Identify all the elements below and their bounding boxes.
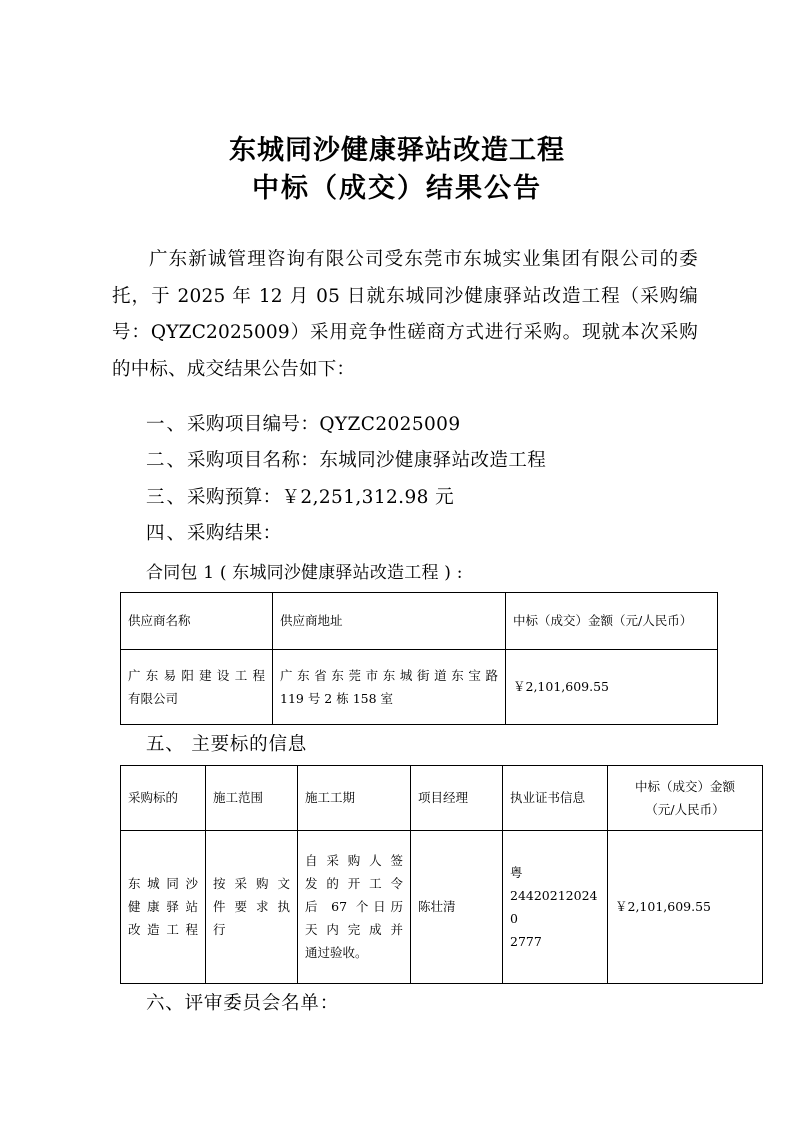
document-body [0,242,794,1022]
certificate-line-1: 粤 [510,864,523,880]
certificate-line-2: 244202120240 [510,887,598,926]
duration-line-4: 天内完成并 [305,922,403,937]
section-item-4 [112,516,698,553]
col-header-award-amount: 中标（成交）金额（元/人民币） [506,592,718,649]
col-header-amount [608,765,763,830]
budget-amount: ￥2,251,312.98 元 [281,486,454,508]
col-header-subject: 采购标的 [121,765,206,830]
section-value-1: QYZC2025009 [319,413,461,435]
col-header-certificate: 执业证书信息 [503,765,608,830]
numbered-section-list [112,407,698,553]
duration-line-1: 自采购人签 [305,853,403,868]
cell-project-manager: 陈壮清 [411,830,503,983]
duration-line-5: 通过验收。 [305,945,368,960]
result-table [120,592,718,725]
cell-scope [206,830,298,983]
scope-line-3: 行 [213,922,226,937]
table-row [121,830,763,983]
section-label-3: 采购预算： [187,486,282,508]
supplier-name-line-2: 有限公司 [128,690,179,706]
col-header-duration: 施工工期 [298,765,411,830]
subject-line-1: 东城同沙 [128,876,198,891]
cell-certificate [503,830,608,983]
section-label-4: 采购结果： [187,523,282,544]
section-heading-five: 五、 主要标的信息 [146,733,308,755]
section-heading-six: 六、评审委员会名单： [146,992,340,1014]
duration-line-2: 发的开工令 [305,876,403,891]
section-label-1: 采购项目编号： [187,413,320,435]
col-header-manager: 项目经理 [411,765,503,830]
contract-package-label: 合同包 1 ( 东城同沙健康驿站改造工程 ) : [146,562,463,583]
supplier-address-line-1: 广东省东莞市东城街道东宝路 [280,667,498,683]
section-number-4: 四、 [146,523,188,544]
section-item-3 [112,480,698,517]
certificate-line-3: 2777 [510,933,542,949]
result-table-wrapper [112,592,698,725]
subject-table [120,765,763,984]
section-value-2: 东城同沙健康驿站改造工程 [319,450,547,471]
col-header-supplier-address: 供应商地址 [273,592,506,649]
col-header-scope: 施工范围 [206,765,298,830]
title-line-2: 中标（成交）结果公告 [252,173,542,204]
section-label-2: 采购项目名称： [187,450,320,471]
section-item-1 [112,407,698,444]
table-header-row [121,765,763,830]
subject-line-3: 改造工程 [128,922,198,937]
duration-line-3: 后 67 个日历 [305,899,403,914]
scope-line-1: 按采购文 [213,876,290,891]
cell-award-amount: ￥2,101,609.55 [608,830,763,983]
scope-line-2: 件要求执 [213,899,290,914]
intro-paragraph: 广东新诚管理咨询有限公司受东莞市东城实业集团有限公司的委托，于 2025 年 12 月 05 日就东城同沙健康驿站改造工程（采购编号：QYZC2025009）采用竞争性磋商方式进行采购。现就本次采购的中标、成交结果公告如下： [112,249,698,380]
subject-line-2: 健康驿站 [128,899,198,914]
table-header-row [121,592,718,649]
cell-supplier-name [121,649,273,724]
subject-table-wrapper [112,765,735,984]
page-title [0,0,794,208]
cell-subject [121,830,206,983]
col-header-amount-line-2: （元/人民币） [645,801,725,817]
col-header-supplier-name: 供应商名称 [121,592,273,649]
cell-duration [298,830,411,983]
col-header-amount-line-1: 中标（成交）金额 [634,778,735,794]
supplier-name-line-1: 广东易阳建设工程 [128,667,265,683]
supplier-address-line-2: 119 号 2 栋 158 室 [280,690,394,706]
cell-award-amount: ￥2,101,609.55 [506,649,718,724]
section-number-2: 二、 [146,450,188,471]
cell-supplier-address [273,649,506,724]
section-number-1: 一、 [146,413,188,435]
table-row [121,649,718,724]
section-item-2 [112,443,698,480]
title-line-1: 东城同沙健康驿站改造工程 [229,135,565,166]
section-number-3: 三、 [146,486,188,508]
